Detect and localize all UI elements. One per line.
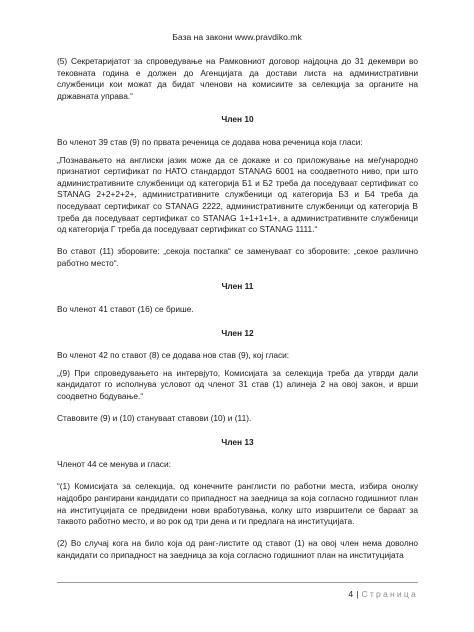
paragraph: Во членот 41 ставот (16) се брише. bbox=[57, 304, 194, 314]
paragraph: Во ставот (11) зборовите: „секоја постапка“ се заменуваат со зборовите: „секое различно работно место“. bbox=[57, 246, 418, 268]
page-header: База на закони www.pravdiko.mk bbox=[172, 32, 302, 42]
paragraph: „Познавањето на англиски јазик може да се докаже и со приложување на меѓународно признатиот сертификат по НАТО стандардот STANAG 6001 на соодветното ниво, при што административните службеници од категорија Б1 и Б2 треба да поседуваат сертификат со STANAG 2+2+2+2+, административните службеници од категорија Б3 и Б4 треба да поседуваат сертификат со STANAG 2222, административните службеници од категорија В треба да поседуваат сертификат со STANAG 1+1+1+1+, а административните службеници од категорија Г треба да поседуваат сертификат со STANAG 1111.“ bbox=[57, 154, 418, 235]
page-body bbox=[57, 56, 418, 572]
footer-separator: | bbox=[356, 589, 359, 599]
paragraph: (5) Секретаријатот за спроведување на Рамковниот договор најдоцна до 31 декември во тековната година е должен до Агенцијата да достави листа на административни службеници кои можат да бидат членови на комисиите за селекција за органите на државната управа.“ bbox=[57, 56, 418, 101]
article-heading: Член 12 bbox=[221, 327, 254, 338]
paragraph: Ставовите (9) и (10) стануваат ставови (10) и (11). bbox=[57, 413, 252, 424]
paragraph: (2) Во случај кога на било која од ранг-листите од ставот (1) на овој член нема доволно кандидати со припадност на заедница за која согласно годишниот план на институцијата bbox=[57, 538, 418, 560]
article-heading: Член 10 bbox=[221, 114, 254, 125]
page-footer bbox=[348, 589, 418, 599]
paragraph: Членот 44 се менува и гласи: bbox=[57, 459, 171, 470]
footer-divider bbox=[57, 582, 418, 583]
page-label: Страница bbox=[361, 589, 418, 599]
page-number: 4 bbox=[348, 589, 354, 599]
paragraph: „(9) При спроведувањето на интервјуто, Комисијата за селекција треба да утврди дали кандидатот го исполнува условот од членот 31 став (1) алинеја 2 на овој закон, и врши соодветно бодување.“ bbox=[57, 367, 418, 401]
article-heading: Член 11 bbox=[221, 281, 254, 292]
paragraph: Во членот 42 по ставот (8) се додава нов став (9), кој гласи: bbox=[57, 350, 290, 361]
article-heading: Член 13 bbox=[221, 436, 254, 447]
paragraph: Во членот 39 став (9) по првата реченица се додава нова реченица која гласи: bbox=[57, 136, 363, 147]
paragraph: “(1) Комисијата за селекција, од конечните ранглисти по работни места, избира онолку најдобро рангирани кандидати со припадност на заедница за која согласно годишниот план на институцијата се предвидени нови вработувања, колку што извршители се бараат за таквото работно место, и во рок од три дена и ги предлага на институцијата. bbox=[57, 481, 418, 527]
